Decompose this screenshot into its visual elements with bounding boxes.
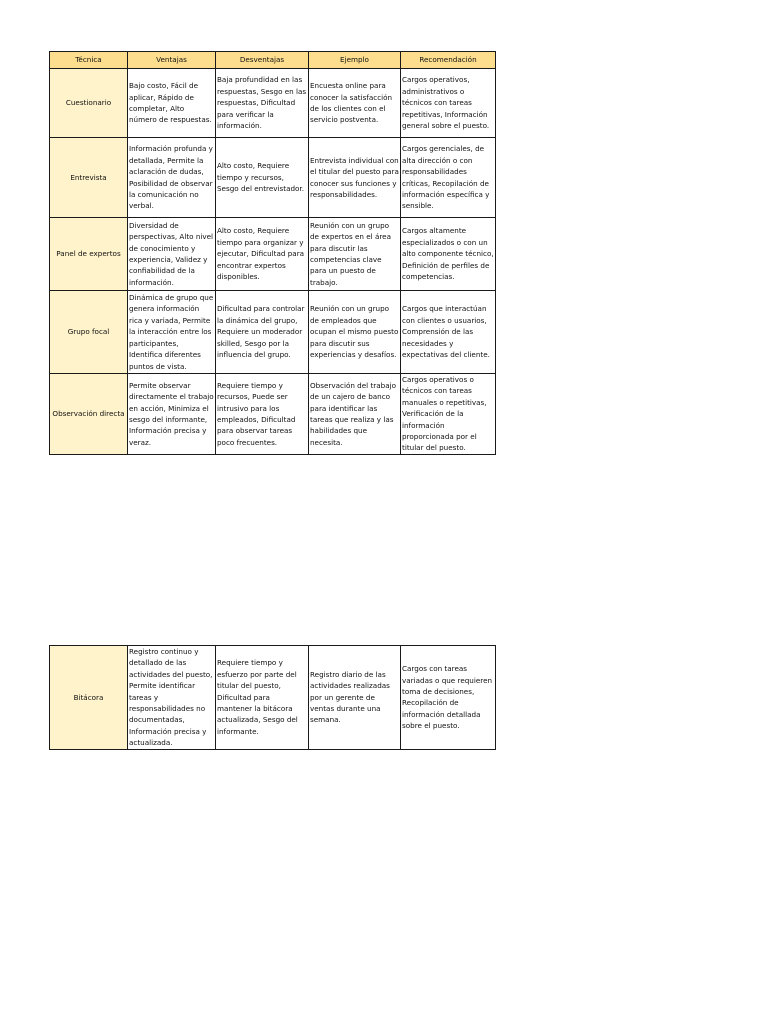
ejemplo-cell: Observación del trabajo de un cajero de banco para identificar las tareas que realiza y las habilidades que necesita. [309, 374, 401, 455]
table-row [50, 646, 496, 750]
technique-name: Grupo focal [50, 291, 128, 374]
header-recomendacion: Recomendación [401, 52, 496, 69]
ejemplo-cell: Encuesta online para conocer la satisfacción de los clientes con el servicio postventa. [309, 69, 401, 138]
ejemplo-cell: Reunión con un grupo de expertos en el área para discutir las competencias clave para un puesto de trabajo. [309, 218, 401, 291]
recomendacion-cell: Cargos gerenciales, de alta dirección o con responsabilidades críticas, Recopilación de información específica y sensible. [401, 138, 496, 218]
desventajas-cell: Alto costo, Requiere tiempo y recursos, Sesgo del entrevistador. [216, 138, 309, 218]
bitacora-table [49, 645, 496, 750]
recomendacion-cell: Cargos con tareas variadas o que requieren toma de decisiones, Recopilación de información detallada sobre el puesto. [401, 646, 496, 750]
ejemplo-cell: Entrevista individual con el titular del puesto para conocer sus funciones y responsabilidades. [309, 138, 401, 218]
recomendacion-cell: Cargos que interactúan con clientes o usuarios, Comprensión de las necesidades y expectativas del cliente. [401, 291, 496, 374]
header-desventajas: Desventajas [216, 52, 309, 69]
ventajas-cell: Información profunda y detallada, Permite la aclaración de dudas, Posibilidad de observar la comunicación no verbal. [128, 138, 216, 218]
technique-name: Entrevista [50, 138, 128, 218]
header-ejemplo: Ejemplo [309, 52, 401, 69]
recomendacion-cell: Cargos operativos o técnicos con tareas manuales o repetitivas, Verificación de la información proporcionada por el titular del puesto. [401, 374, 496, 455]
table-row [50, 138, 496, 218]
ventajas-cell: Bajo costo, Fácil de aplicar, Rápido de completar, Alto número de respuestas. [128, 69, 216, 138]
recomendacion-cell: Cargos altamente especializados o con un alto componente técnico, Definición de perfiles de competencias. [401, 218, 496, 291]
ventajas-cell: Dinámica de grupo que genera información rica y variada, Permite la interacción entre los participantes, Identifica diferentes puntos de vista. [128, 291, 216, 374]
header-row [50, 52, 496, 69]
header-ventajas: Ventajas [128, 52, 216, 69]
technique-name: Panel de expertos [50, 218, 128, 291]
table-row [50, 374, 496, 455]
technique-name: Bitácora [50, 646, 128, 750]
table-row [50, 69, 496, 138]
header-tecnica: Técnica [50, 52, 128, 69]
ventajas-cell: Permite observar directamente el trabajo en acción, Minimiza el sesgo del informante, Información precisa y veraz. [128, 374, 216, 455]
technique-name: Cuestionario [50, 69, 128, 138]
techniques-table [49, 51, 496, 455]
desventajas-cell: Requiere tiempo y esfuerzo por parte del titular del puesto, Dificultad para mantener la bitácora actualizada, Sesgo del informante. [216, 646, 309, 750]
ejemplo-cell: Registro diario de las actividades realizadas por un gerente de ventas durante una semana. [309, 646, 401, 750]
table-row [50, 291, 496, 374]
technique-name: Observación directa [50, 374, 128, 455]
ejemplo-cell: Reunión con un grupo de empleados que ocupan el mismo puesto para discutir sus experiencias y desafíos. [309, 291, 401, 374]
ventajas-cell: Registro continuo y detallado de las actividades del puesto, Permite identificar tareas y responsabilidades no documentadas, Información precisa y actualizada. [128, 646, 216, 750]
desventajas-cell: Dificultad para controlar la dinámica del grupo, Requiere un moderador skilled, Sesgo por la influencia del grupo. [216, 291, 309, 374]
ventajas-cell: Diversidad de perspectivas, Alto nivel de conocimiento y experiencia, Validez y confiabilidad de la información. [128, 218, 216, 291]
desventajas-cell: Baja profundidad en las respuestas, Sesgo en las respuestas, Dificultad para verificar la información. [216, 69, 309, 138]
desventajas-cell: Requiere tiempo y recursos, Puede ser intrusivo para los empleados, Dificultad para observar tareas poco frecuentes. [216, 374, 309, 455]
desventajas-cell: Alto costo, Requiere tiempo para organizar y ejecutar, Dificultad para encontrar expertos disponibles. [216, 218, 309, 291]
table-row [50, 218, 496, 291]
recomendacion-cell: Cargos operativos, administrativos o técnicos con tareas repetitivas, Información general sobre el puesto. [401, 69, 496, 138]
